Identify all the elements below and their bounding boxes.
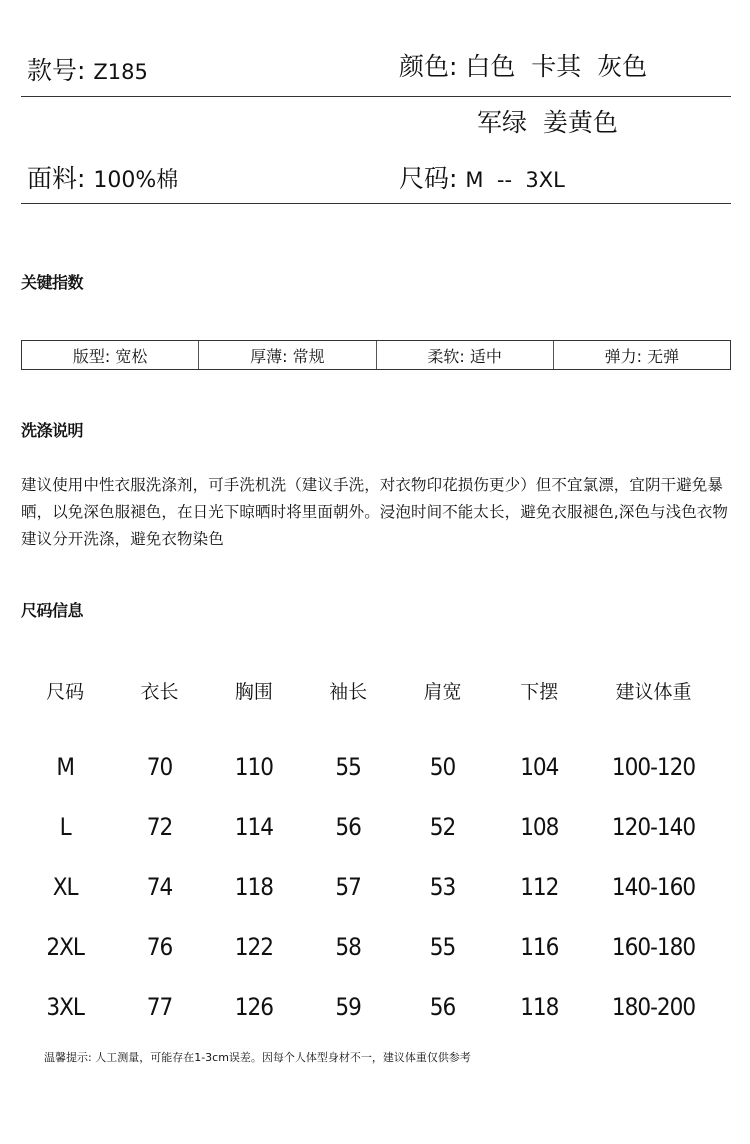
- header-length: 衣长: [140, 680, 179, 703]
- cell-shoulder: 55: [429, 933, 456, 961]
- table-row: [18, 797, 718, 857]
- cell-sleeve: 56: [335, 813, 361, 841]
- cell-size: L: [59, 813, 71, 841]
- size-table: [18, 670, 718, 1037]
- header-weight: 建议体重: [615, 680, 692, 703]
- cell-hem: 112: [520, 873, 559, 901]
- size-range: [399, 164, 565, 195]
- size-range-label: 尺码:: [399, 164, 458, 193]
- cell-length: 70: [146, 753, 173, 781]
- fabric: [27, 164, 178, 196]
- cell-size: 3XL: [46, 993, 84, 1021]
- cell-sleeve: 58: [335, 933, 361, 961]
- style-number: [27, 56, 148, 87]
- style-number-value: Z185: [93, 60, 148, 84]
- cell-length: 74: [146, 873, 173, 901]
- header-shoulder: 肩宽: [423, 680, 462, 703]
- divider-bottom: [21, 203, 731, 204]
- fabric-label: 面料:: [27, 164, 86, 193]
- table-row: [18, 917, 718, 977]
- cell-sleeve: 55: [335, 753, 361, 781]
- header-chest: 胸围: [234, 680, 273, 703]
- size-info-title: 尺码信息: [21, 601, 84, 620]
- cell-shoulder: 50: [429, 753, 456, 781]
- cell-weight: 120-140: [611, 813, 696, 841]
- divider-top: [21, 96, 731, 97]
- table-row: [18, 857, 718, 917]
- key-index-thickness: 厚薄: 常规: [199, 341, 376, 369]
- key-index-title: 关键指数: [21, 273, 84, 292]
- cell-shoulder: 52: [429, 813, 456, 841]
- cell-length: 76: [146, 933, 173, 961]
- key-index-table: [21, 340, 731, 370]
- table-row: [18, 977, 718, 1037]
- header-hem: 下摆: [520, 680, 559, 703]
- cell-chest: 110: [234, 753, 273, 781]
- header-size: 尺码: [46, 680, 85, 703]
- measurement-note: 温馨提示: 人工测量，可能存在1-3cm误差。因每个人体型身材不一，建议体重仅供参考: [44, 1051, 471, 1064]
- cell-shoulder: 53: [429, 873, 456, 901]
- size-table-header: [18, 670, 718, 710]
- cell-sleeve: 59: [335, 993, 361, 1021]
- fabric-value: 100%棉: [93, 168, 179, 193]
- colors-line1: 白色 卡其 灰色: [465, 52, 648, 81]
- header-sleeve: 袖长: [329, 680, 368, 703]
- key-index-fit: 版型: 宽松: [22, 341, 199, 369]
- cell-size: 2XL: [46, 933, 84, 961]
- cell-chest: 118: [234, 873, 273, 901]
- table-row: [18, 737, 718, 797]
- colors-line2: 军绿 姜黄色: [477, 108, 618, 137]
- cell-weight: 160-180: [611, 933, 696, 961]
- cell-length: 72: [146, 813, 173, 841]
- cell-chest: 114: [234, 813, 273, 841]
- key-index-elasticity: 弹力: 无弹: [604, 346, 680, 366]
- washing-title: 洗涤说明: [21, 421, 84, 440]
- colors: [399, 52, 647, 82]
- washing-instructions: 建议使用中性衣服洗涤剂，可手洗机洗（建议手洗，对衣物印花损伤更少）但不宜氯漂，宜阴干避免暴晒，以免深色服褪色，在日光下晾晒时将里面朝外。浸泡时间不能太长，避免衣服褪色,深色与浅色衣物建议分开洗涤，避免衣物染色: [21, 476, 729, 548]
- color-label: 颜色:: [399, 52, 458, 81]
- cell-length: 77: [146, 993, 173, 1021]
- cell-weight: 140-160: [611, 873, 696, 901]
- cell-shoulder: 56: [429, 993, 456, 1021]
- cell-hem: 104: [520, 753, 559, 781]
- size-range-value: M -- 3XL: [465, 168, 565, 192]
- cell-size: M: [56, 753, 74, 781]
- cell-sleeve: 57: [335, 873, 361, 901]
- cell-hem: 108: [520, 813, 559, 841]
- cell-hem: 116: [520, 933, 559, 961]
- cell-chest: 122: [234, 933, 273, 961]
- key-index-softness: 柔软: 适中: [377, 341, 554, 369]
- cell-chest: 126: [234, 993, 273, 1021]
- cell-weight: 100-120: [611, 753, 696, 781]
- cell-hem: 118: [520, 993, 559, 1021]
- style-number-label: 款号:: [27, 56, 86, 85]
- cell-weight: 180-200: [611, 993, 696, 1021]
- cell-size: XL: [52, 873, 78, 901]
